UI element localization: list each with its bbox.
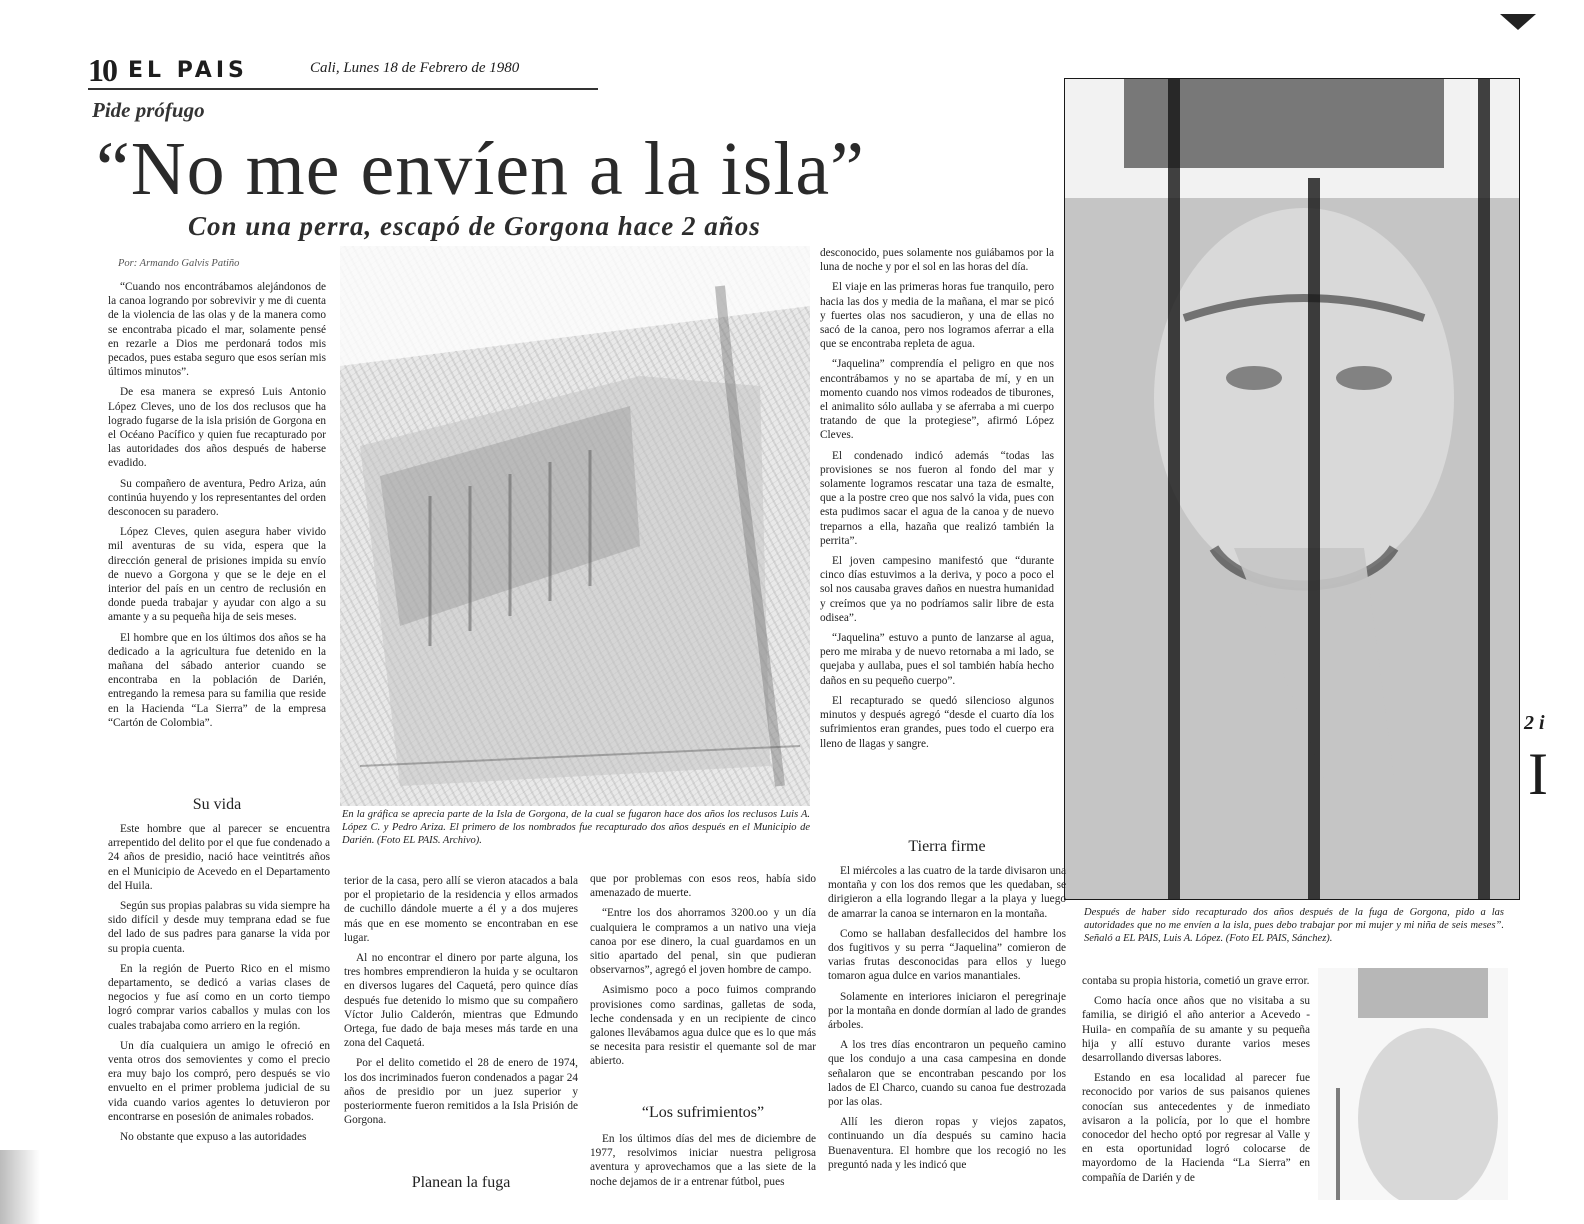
portrait-illustration <box>1064 78 1520 900</box>
paragraph: El viaje en las primeras horas fue tranquilo, pero hacia las dos y media de la mañana, el mar se picó y fuertes olas nos sacudieron, y una de ellas no sacó de la canoa, pero nos logramos aferrar a ella que se encontraba repleta de agua. <box>820 281 1054 351</box>
paragraph: “Jaquelina” comprendía el peligro en que nos encontrábamos y no se apartaba de mí, y en un momento cuando nos vimos rodeados de tiburones, el animalito sólo aullaba y se aferraba a mi cuerpo tratando de que la protegiese”, afirmó López Cleves. <box>820 358 1054 442</box>
page-number: 10 <box>88 52 116 88</box>
paragraph: “Entre los dos ahorramos 3200.oo y un día cualquiera le compramos a un nativo una vieja canoa por ese dinero, la cual guardamos en un sitio apartado del penal, sin que pudieran observarnos”, agregó el joven hombre de campo. <box>590 907 816 977</box>
article-column-b5 <box>1082 974 1310 1208</box>
article-column-b2 <box>344 874 578 1170</box>
section-title-su-vida: Su vida <box>192 796 242 813</box>
paragraph: Al no encontrar el dinero por parte alguna, los tres hombres emprendieron la huida y se ocultaron en diversos lugares del Caquetá, pero quince días después fue detenido lo mismo que su compañero Víctor Julio Calderón, mientras que Edmundo Ortega, fue dado de baja meses más tarde en una zona del Caquetá. <box>344 952 578 1050</box>
paragraph: “Jaquelina” estuvo a punto de lanzarse al agua, pero me miraba y de nuevo retornaba a mi lado, se quejaba y aullaba, pues el sol también había hecho daños en su pequeño cuerpo”. <box>820 632 1054 687</box>
section-title-tierra-firme: Tierra firme <box>908 838 986 855</box>
photo-caption-2: Después de haber sido recapturado dos años después de la fuga de Gorgona, pido a las autoridades que no me envíen a la isla, pues debo trabajar por mi mujer y mi niña de seis meses”. Señaló a EL PAIS, Luis A. López. (Foto EL PAIS, Sánchez). <box>1084 907 1504 944</box>
inset-illustration <box>1318 968 1508 1200</box>
paragraph: “Cuando nos encontrábamos alejándonos de la canoa logrando por sobrevivir y me di cuenta de la violencia de las olas y de la manera como se encontraba picado el mar, solamente pensé en rezarle a Dios me perdonará todos mis pecados, pues estaba seguro que esos serían mis últimos minutos”. <box>108 281 326 379</box>
byline: Por: Armando Galvis Patiño <box>118 258 240 269</box>
paragraph: En la región de Puerto Rico en el mismo departamento, se dedicó a varias clases de negocios y fue así como en un corto tiempo logró comprar varios caballos y mulas con los cuales trabajaba como arriero en la región. <box>108 962 330 1032</box>
paragraph: Asimismo poco a poco fuimos comprando provisiones como sardinas, galletas de soda, leche condensada y en un recipiente de cinco galones llevábamos agua dulce que es lo que más se necesita para resistir el quemante sol de mar abierto. <box>590 984 816 1068</box>
article-column-b3-continued <box>590 1132 816 1208</box>
article-column-1 <box>108 280 326 790</box>
paragraph: Como hacía once años que no visitaba a su familia, se dirigió el año anterior a Acevedo -Huila- en compañía de su amante y su pequeña hija y allí estuvo durante varios meses desarrollando diversas labores. <box>1082 995 1310 1065</box>
article-column-3 <box>820 246 1054 832</box>
paragraph: Su compañero de aventura, Pedro Ariza, aún continúa huyendo y los representantes del orden desconocen su paradero. <box>108 477 326 519</box>
paragraph: que por problemas con esos reos, había sido amenazado de muerte. <box>590 873 816 900</box>
paragraph: Un día cualquiera un amigo le ofreció en venta otros dos semovientes y como el precio era muy bajo los compró, pero después se vio envuelto en el primer problema judicial de su vida cuando varios agentes lo detuvieron por encontrarse en posesión de animales robados. <box>108 1039 330 1123</box>
paragraph: Estando en esa localidad al parecer fue reconocido por varios de sus paisanos quienes conocían sus antecedentes y de inmediato avisaron a la policía, por lo que el hombre conocedor del hecho optó por regresar al Valle y en esta oportunidad logró colocarse de mayordomo de la Hacienda “La Sierra” en compañía de Darién y de <box>1082 1072 1310 1184</box>
paragraph: El recapturado se quedó silencioso algunos minutos y después agregó “desde el cuarto día los sufrimientos eran grandes, pues todo el cuerpo era lleno de llagas y sangre. <box>820 694 1054 750</box>
inset-portrait-photo <box>1318 968 1508 1200</box>
paragraph: A los tres días encontraron un pequeño camino que los condujo a una casa campesina en donde señalaron que se encontraban pescando por los lados de El Charco, cuando su canoa fue destrozada por las olas. <box>828 1039 1066 1109</box>
paragraph: Allí les dieron ropas y viejos zapatos, continuando un día después su camino hacia Buenaventura. El hombre que los recogió no les preguntó nada y les indicó que <box>828 1116 1066 1171</box>
paragraph: Según sus propias palabras su vida siempre ha sido difícil y desde muy temprana edad se fue del lado de sus padres para ganarse la vida por su propia cuenta. <box>108 900 330 955</box>
masthead-rule <box>88 88 598 90</box>
paragraph: Como se hallaban desfallecidos del hambre los dos fugitivos y su perra “Jaquelina” comieron de varias frutas desconocidas para ellos y luego tomaron agua dulce en varios manantiales. <box>828 927 1066 983</box>
paragraph: El miércoles a las cuatro de la tarde divisaron una montaña y con los dos remos que les quedaban, se dirigieron a ella logrando llegar a la playa y luego de amarrar la canoa se internaron en la montaña. <box>828 865 1066 920</box>
paragraph: desconocido, pues solamente nos guiábamos por la luna de noche y por el sol en las horas del día. <box>820 247 1054 274</box>
paragraph: Por el delito cometido el 28 de enero de 1974, los dos incriminados fueron condenados a pagar 24 años de presidio por un juez superior y posteriormente fueron remitidos a la Isla Prisión de Gorgona. <box>344 1057 578 1127</box>
kicker: Pide prófugo <box>92 98 205 122</box>
subheadline: Con una perra, escapó de Gorgona hace 2 años <box>188 211 761 241</box>
page-corner-mark <box>1500 14 1536 30</box>
paragraph: contaba su propia historia, cometió un grave error. <box>1082 975 1310 987</box>
paragraph: En los últimos días del mes de diciembre de 1977, resolvimos iniciar nuestra peligrosa aventura y aprovechamos que a las siete de la noche dejamos de ir a entrenar fútbol, pues <box>590 1133 816 1188</box>
paragraph: El condenado indicó además “todas las provisiones se nos fueron al fondo del mar y solamente logramos rescatar una taza de esmalte, que a la postre creo que nos salvó la vida, pues con esta pudimos sacar el agua de la canoa y de nuevo treparnos a ella, hazaña que realizó también la perrita”. <box>820 449 1054 547</box>
paper-name: EL PAIS <box>128 58 248 83</box>
paragraph: terior de la casa, pero allí se vieron atacados a bala por el propietario de la residencia y ellos armados de cuchillo dándole muerte a él y a dos mujeres más que en ese momento se encontraban en ese lugar. <box>344 875 578 944</box>
dateline: Cali, Lunes 18 de Febrero de 1980 <box>310 60 520 76</box>
headline: “No me envíen a la isla” <box>96 127 865 211</box>
paragraph: Este hombre que al parecer se encuentra arrepentido del delito por el que fue condenado a 24 años de presidio, nació hace veintitrés años en el Municipio de Acevedo en el Departamento del Huila. <box>108 823 330 892</box>
paragraph: El hombre que en los últimos dos años se ha dedicado a la agricultura fue detenido en la mañana del sábado anterior cuando se encontraba en la población de Darién, entregando la remesa para su familia que reside en la Hacienda “La Sierra” de la empresa “Cartón de Colombia”. <box>108 631 326 729</box>
paragraph: De esa manera se expresó Luis Antonio López Cleves, uno de los dos reclusos que ha logrado fugarse de la isla prisión de Gorgona en el Océano Pacífico y quien fue recapturado por las autoridades dos años después de haberse evadido. <box>108 386 326 470</box>
section-title-planean-la-fuga: Planean la fuga <box>411 1174 511 1191</box>
masthead <box>88 52 608 88</box>
scan-edge <box>0 1150 40 1224</box>
photo-illustration <box>340 246 810 806</box>
section-title-los-sufrimientos: “Los sufrimientos” <box>641 1104 765 1121</box>
photo-caption-1: En la gráfica se aprecia parte de la Isla de Gorgona, de la cual se fugaron hace dos años los reclusos Luis A. López C. y Pedro Ariza. El primero de los nombrados fue recapturado dos años después en el Municipio de Darién. (Foto EL PAIS. Archivo). <box>342 809 810 846</box>
edge-fragment: I <box>1528 741 1548 807</box>
gorgona-island-photo <box>340 246 810 806</box>
paragraph: López Cleves, quien asegura haber vivido mil aventuras de su vida, espera que la dirección general de prisiones impida su envío de nuevo a Gorgona y que se le deje en el interior del país en un centro de reclusión en donde pueda trabajar y ayudar con algo a su amante y a su pequeña hija de seis meses. <box>108 526 326 624</box>
paragraph: No obstante que expuso a las autoridades <box>120 1131 307 1144</box>
article-column-tierra-firme <box>828 864 1066 1208</box>
recaptured-man-photo <box>1064 78 1520 900</box>
edge-fragment: 2 i <box>1524 712 1545 734</box>
paragraph: Solamente en interiores iniciaron el peregrinaje por la montaña en donde dormían al lado de grandes árboles. <box>828 990 1066 1032</box>
paragraph: El joven campesino manifestó que “durante cinco días estuvimos a la deriva, y poco a poco el sol nos causaba graves daños en nuestra humanidad y creímos que ya no podríamos salir libre de esta odisea”. <box>820 555 1054 624</box>
article-column-su-vida <box>108 822 330 1208</box>
article-column-b3 <box>590 872 816 1122</box>
